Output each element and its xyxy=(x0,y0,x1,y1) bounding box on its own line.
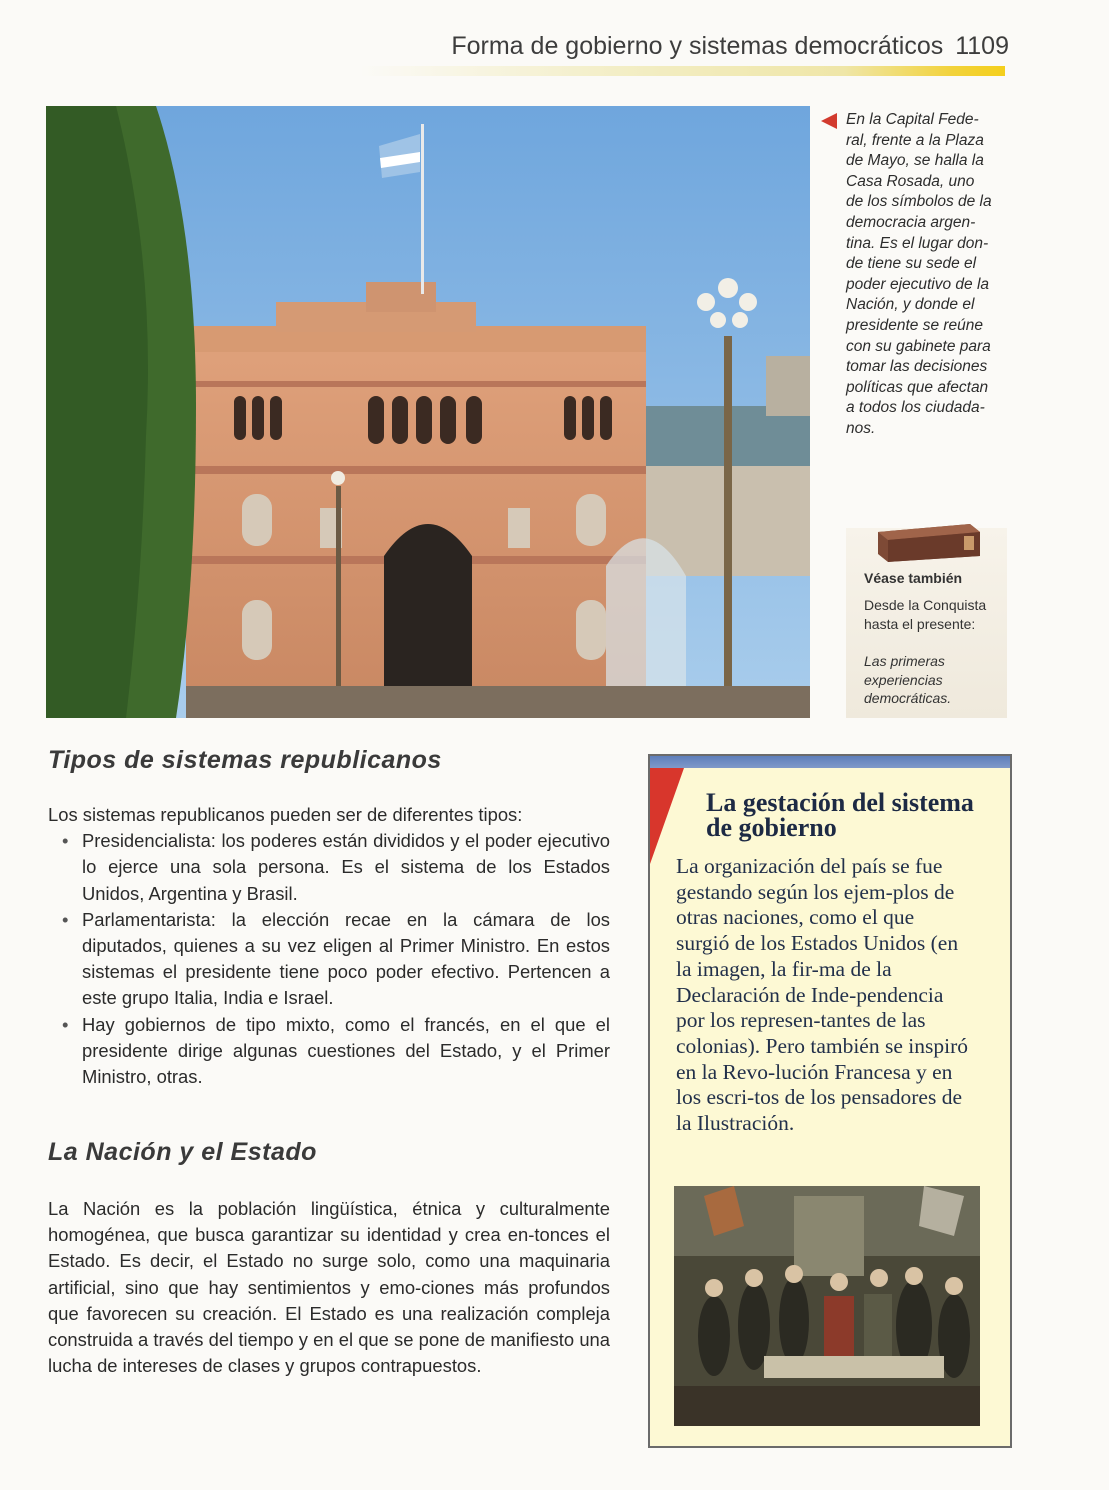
sidebar-feature-box xyxy=(648,754,1012,1448)
header-title: Forma de gobierno y sistemas democráticos xyxy=(451,32,944,60)
box-text: La organización del país se fue gestando según los ejem-plos de otras naciones, como el que surgió de los Estados Unidos (en la imagen, la fir-ma de la Declaración de Inde-pendencia por los represen-tantes de las colonias). Pero también se inspiró en la Revo-lución Francesa y en los escri-tos de los pensadores de la Ilustración. xyxy=(676,854,968,1136)
header-rule xyxy=(360,66,1005,76)
list-item: • Parlamentarista: la elección recae en la cámara de los diputados, quienes a su vez eligen al Primer Ministro. En estos sistemas el presidente tiene poco poder efectivo. Pertencen a este grupo Italia, India e Israel. xyxy=(62,908,610,1009)
declaration-painting-image xyxy=(674,1186,980,1426)
see-also-topic: Las primeras experiencias democráticas. xyxy=(864,653,952,706)
box-corner-accent xyxy=(650,768,684,864)
book-icon xyxy=(874,518,984,564)
section-body-tipos xyxy=(48,802,610,1090)
see-also-label: Véase también xyxy=(864,570,963,586)
page-number: 1109 xyxy=(955,32,1009,60)
box-title: La gestación del sistema de gobierno xyxy=(706,788,974,842)
box-top-band xyxy=(650,756,1010,768)
photo-caption: En la Capital Fede- ral, frente a la Plaza de Mayo, se halla la Casa Rosada, uno de los símbolos de la democracia argen- tina. Es el lugar don- de tiene su sede el poder ejecutivo de la Nación, y donde el presidente se reúne con su gabinete para tomar las decisiones políticas que afectan a todos los ciudada- nos. xyxy=(846,111,992,437)
casa-rosada-photo xyxy=(46,106,810,718)
section-heading-nacion: La Nación y el Estado xyxy=(48,1138,317,1166)
section-body-nacion: La Nación es la población lingüística, étnica y culturalmente homogénea, que busca garantizar su identidad y crea en-tonces el Estado. Es decir, el Estado no surge solo, como una maquinaria artificial, sino que hay sentimientos y emo-ciones más profundos que favorecen su creación. El Estado es una realización compleja construida a través del tiempo y en el que se pone de manifiesto una lucha de intereses de clases y grupos contrapuestos. xyxy=(48,1198,610,1377)
list-item: • Hay gobiernos de tipo mixto, como el francés, en el que el presidente dirige algunas cuestiones del Estado, y el Primer Ministro, otras. xyxy=(62,1013,610,1088)
see-also-section: Desde la Conquista hasta el presente: xyxy=(864,597,987,632)
page-header xyxy=(300,32,1009,61)
section-intro: Los sistemas republicanos pueden ser de diferentes tipos: xyxy=(48,804,523,825)
see-also-box xyxy=(846,528,1007,718)
caption-pointer-icon xyxy=(821,113,837,129)
section-heading-tipos: Tipos de sistemas republicanos xyxy=(48,746,442,774)
list-item: • Presidencialista: los poderes están divididos y el poder ejecutivo lo ejerce una sola persona. Es el sistema de los Estados Unidos, Argentina y Brasil. xyxy=(62,830,610,904)
